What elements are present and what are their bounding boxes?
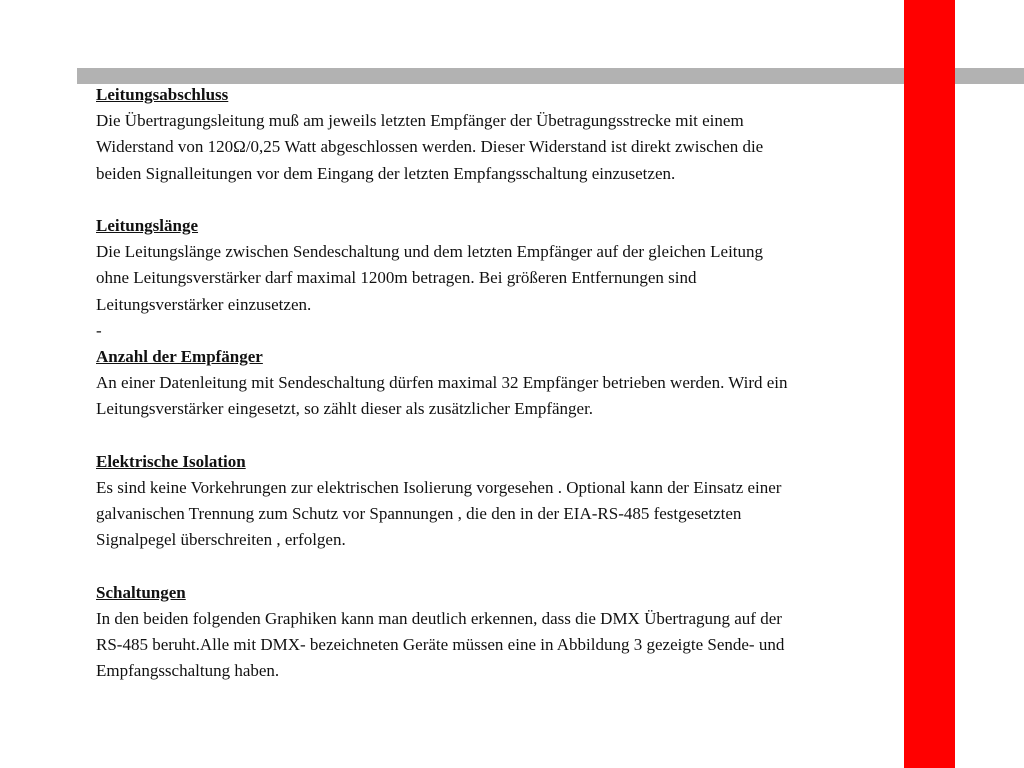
paragraph-line: Die Übertragungsleitung muß am jeweils letzten Empfänger der Übetragungsstrecke mit einem — [96, 111, 744, 131]
paragraph-line: An einer Datenleitung mit Sendeschaltung dürfen maximal 32 Empfänger betrieben werden. Wird ein — [96, 373, 788, 393]
paragraph-line: Es sind keine Vorkehrungen zur elektrischen Isolierung vorgesehen . Optional kann der Einsatz einer — [96, 477, 782, 497]
section-leitungslaenge — [96, 213, 936, 318]
paragraph-line: Signalpegel überschreiten , erfolgen. — [96, 530, 346, 550]
paragraph-line: Leitungsverstärker einzusetzen. — [96, 294, 312, 314]
section-leitungsabschluss — [96, 82, 936, 187]
accent-red-bar — [904, 0, 955, 768]
section-schaltungen — [96, 580, 936, 685]
spacer — [96, 187, 936, 213]
paragraph-line: Die Leitungslänge zwischen Sendeschaltung und dem letzten Empfänger auf der gleichen Leitung — [96, 242, 764, 262]
paragraph-line: galvanischen Trennung zum Schutz vor Spannungen , die den in der EIA-RS-485 festgesetzten — [96, 504, 742, 523]
paragraph-line: Widerstand von 120Ω/0,25 Watt abgeschlossen werden. Dieser Widerstand ist direkt zwischen die — [96, 137, 764, 157]
section-anzahl-empfaenger — [96, 318, 936, 423]
paragraph-line: Leitungsverstärker eingesetzt, so zählt dieser als zusätzlicher Empfänger. — [96, 399, 594, 419]
paragraph-line: In den beiden folgenden Graphiken kann man deutlich erkennen, dass die DMX Übertragung auf der — [96, 608, 782, 628]
paragraph-line: ohne Leitungsverstärker darf maximal 1200m betragen. Bei größeren Entfernungen sind — [96, 268, 697, 288]
section-heading: Leitungslänge — [96, 215, 199, 235]
paragraph-line: RS-485 beruht.Alle mit DMX- bezeichneten Geräte müssen eine in Abbildung 3 gezeigte Sende- und — [96, 634, 785, 654]
section-heading: Anzahl der Empfänger — [96, 346, 263, 366]
section-elektrische-isolation — [96, 449, 936, 554]
section-heading: Elektrische Isolation — [96, 451, 246, 471]
spacer — [96, 422, 936, 448]
separator-dash: - — [96, 320, 102, 340]
section-heading: Leitungsabschluss — [96, 85, 229, 104]
section-heading: Schaltungen — [96, 582, 186, 602]
paragraph-line: beiden Signalleitungen vor dem Eingang der letzten Empfangsschaltung einzusetzen. — [96, 163, 676, 183]
spacer — [96, 553, 936, 579]
slide-content — [96, 82, 936, 684]
paragraph-line: Empfangsschaltung haben. — [96, 661, 280, 681]
